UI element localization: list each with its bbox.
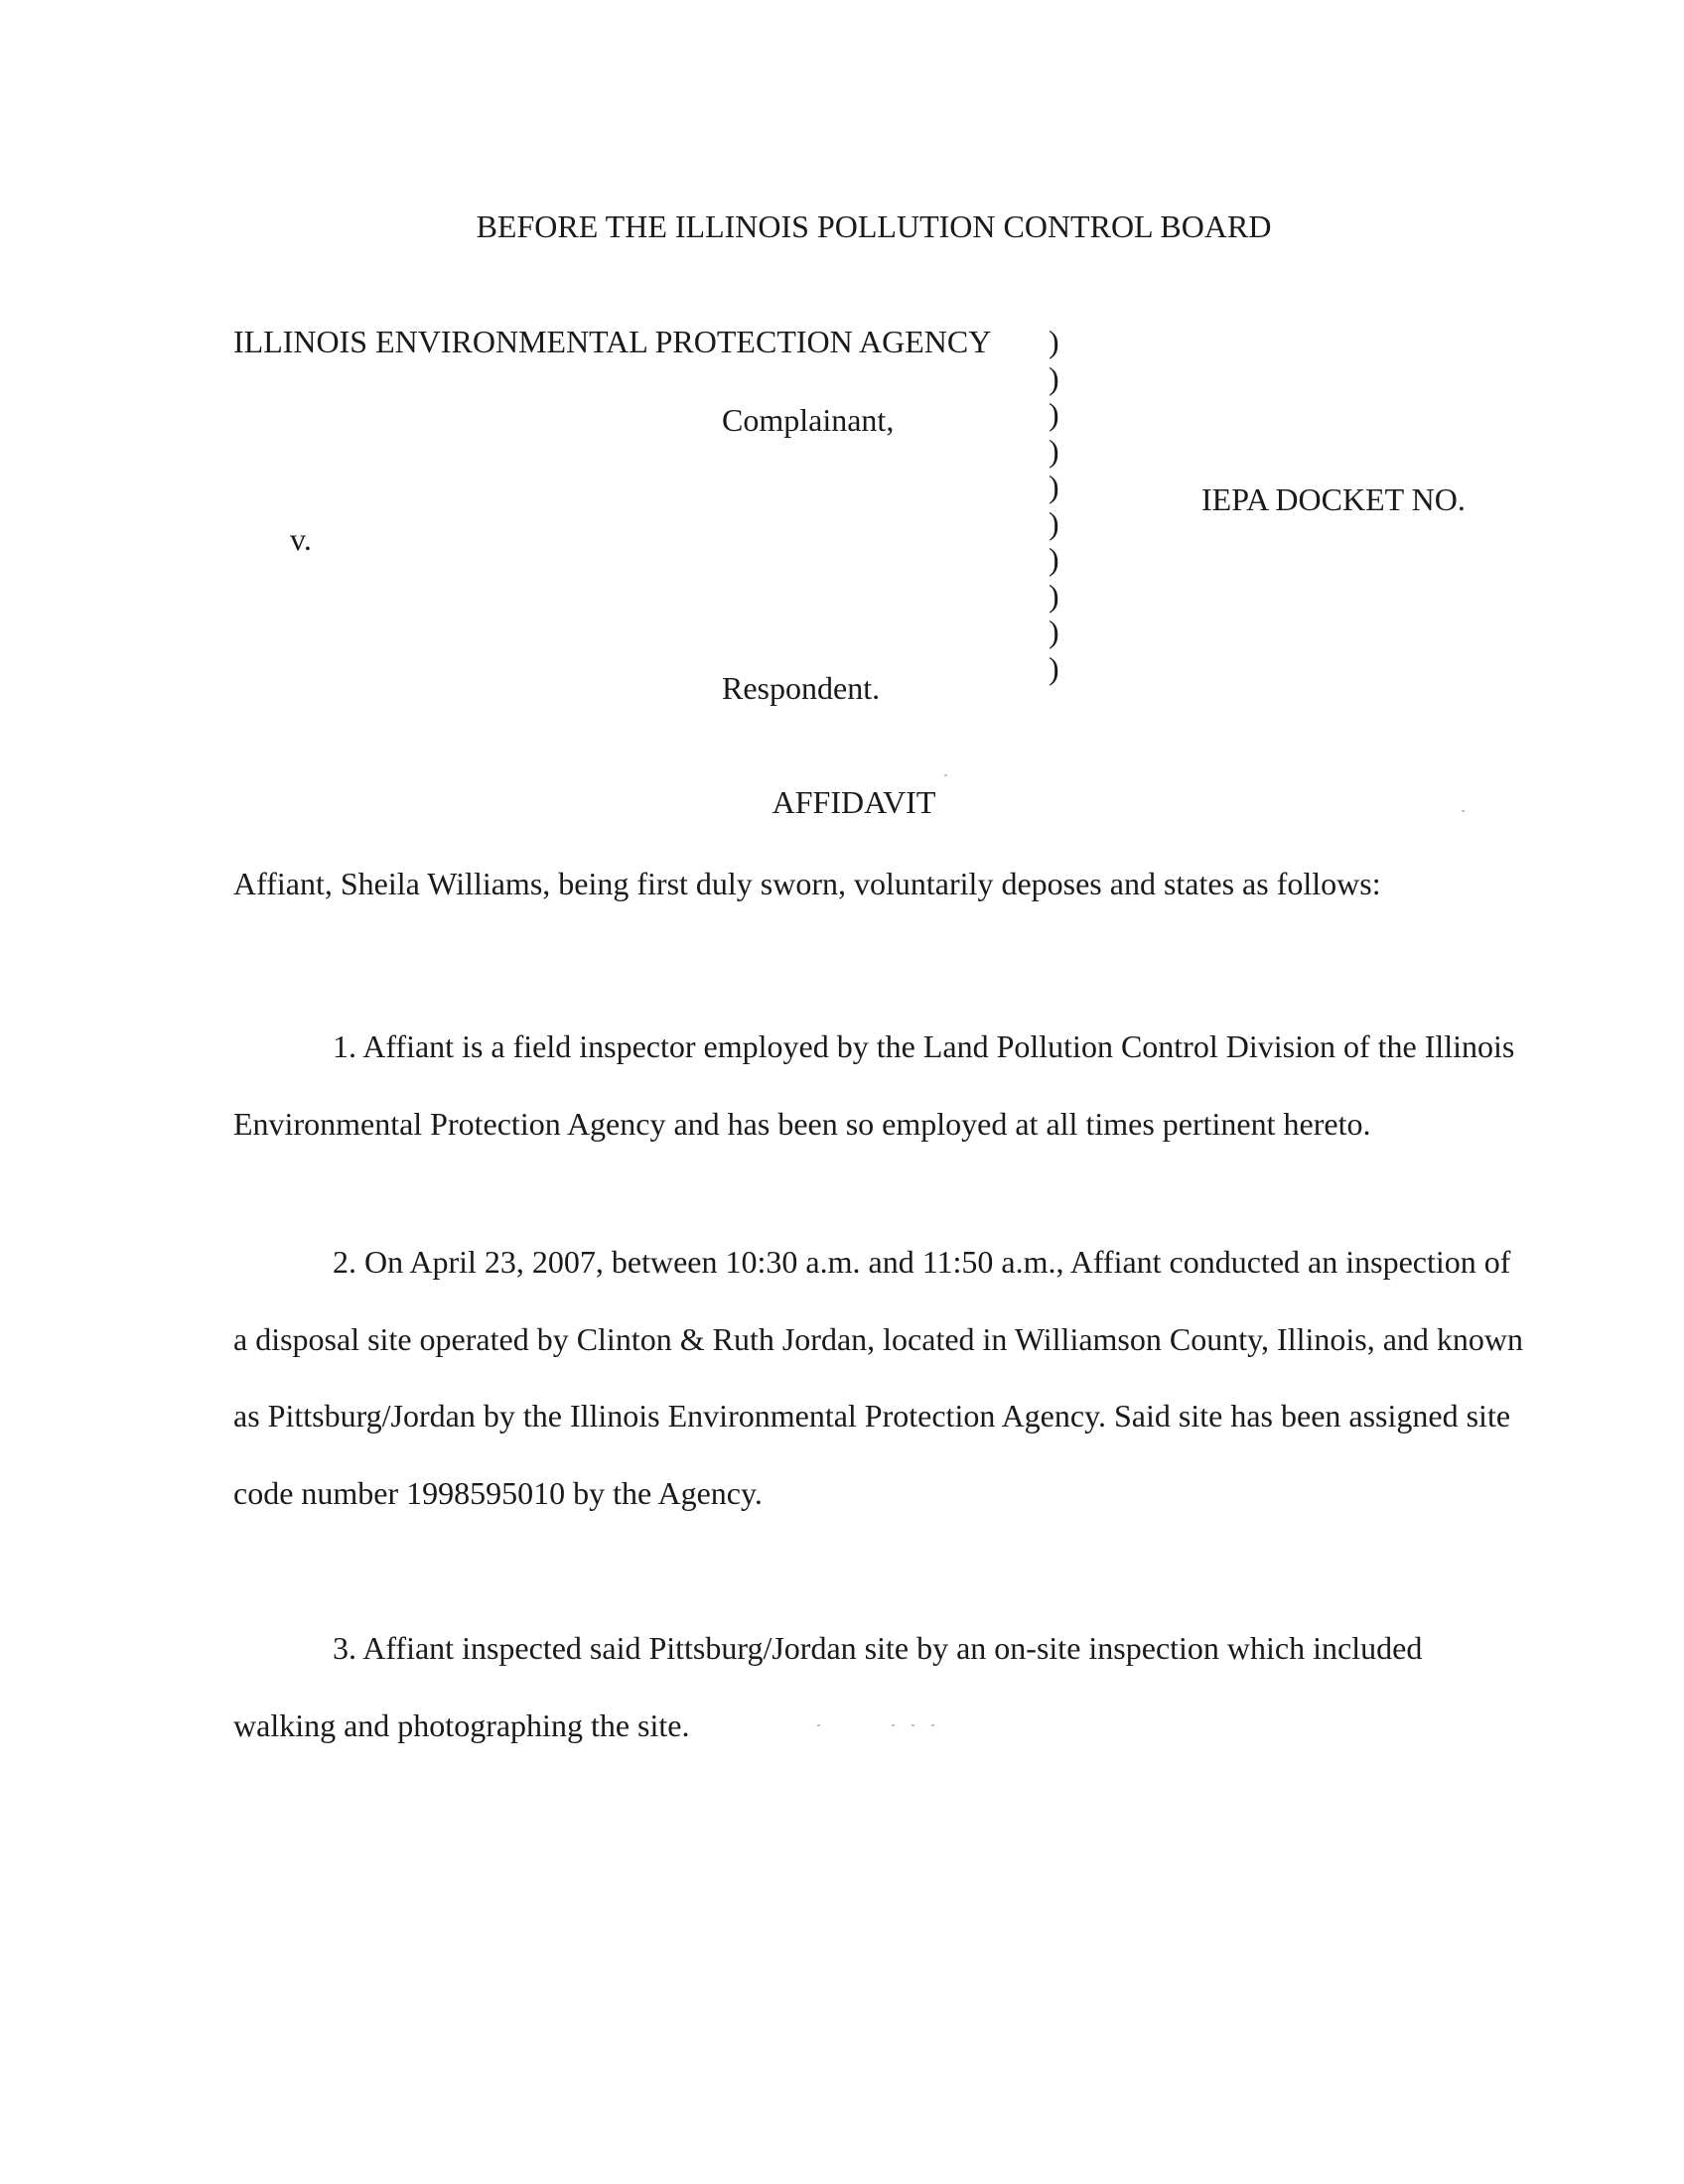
complainant-label: Complainant, — [722, 402, 895, 438]
docket-number-label: IEPA DOCKET NO. — [1201, 481, 1466, 517]
scan-speck — [817, 1724, 820, 1726]
complainant-party-name: ILLINOIS ENVIRONMENTAL PROTECTION AGENCY — [233, 324, 992, 359]
numbered-paragraph: 2. On April 23, 2007, between 10:30 a.m. and 11:50 a.m., Affiant conducted an inspection of a disposal site operated by Clinton & Ruth Jordan, located in Williamson County, Illinois, and known as Pittsburg/Jordan by the Illinois Environmental Protection Agency. Said site has been assigned site code number 1998595010 by the Agency. — [233, 1244, 1524, 1511]
caption-paren: ) — [1049, 649, 1059, 686]
scan-speck — [944, 774, 947, 776]
scan-speck — [1462, 810, 1465, 812]
respondent-label: Respondent. — [722, 670, 881, 706]
caption-paren: ) — [1049, 504, 1059, 541]
intro-statement: Affiant, Sheila Williams, being first duly sworn, voluntarily deposes and states as follows: — [233, 866, 1381, 901]
caption-paren-column — [1049, 324, 1078, 686]
document-title: AFFIDAVIT — [772, 784, 936, 820]
numbered-paragraph: 1. Affiant is a field inspector employed by the Land Pollution Control Division of the Illinois Environmental Protection Agency and has been so employed at all times pertinent hereto. — [233, 1028, 1515, 1142]
scan-speck — [912, 1724, 914, 1726]
versus-label: v. — [290, 521, 312, 557]
scan-speck — [892, 1724, 895, 1726]
caption-paren: ) — [1049, 396, 1059, 432]
caption-paren: ) — [1049, 432, 1059, 469]
numbered-paragraph: 3. Affiant inspected said Pittsburg/Jordan site by an on-site inspection which included walking and photographing the site. — [233, 1630, 1423, 1743]
caption-paren: ) — [1049, 359, 1059, 396]
scan-speck — [931, 1724, 934, 1726]
caption-paren: ) — [1049, 577, 1059, 614]
caption-paren: ) — [1049, 614, 1059, 649]
caption-paren: ) — [1049, 469, 1059, 504]
board-heading: BEFORE THE ILLINOIS POLLUTION CONTROL BOARD — [476, 208, 1272, 244]
caption-paren: ) — [1049, 324, 1059, 359]
caption-paren: ) — [1049, 541, 1059, 577]
